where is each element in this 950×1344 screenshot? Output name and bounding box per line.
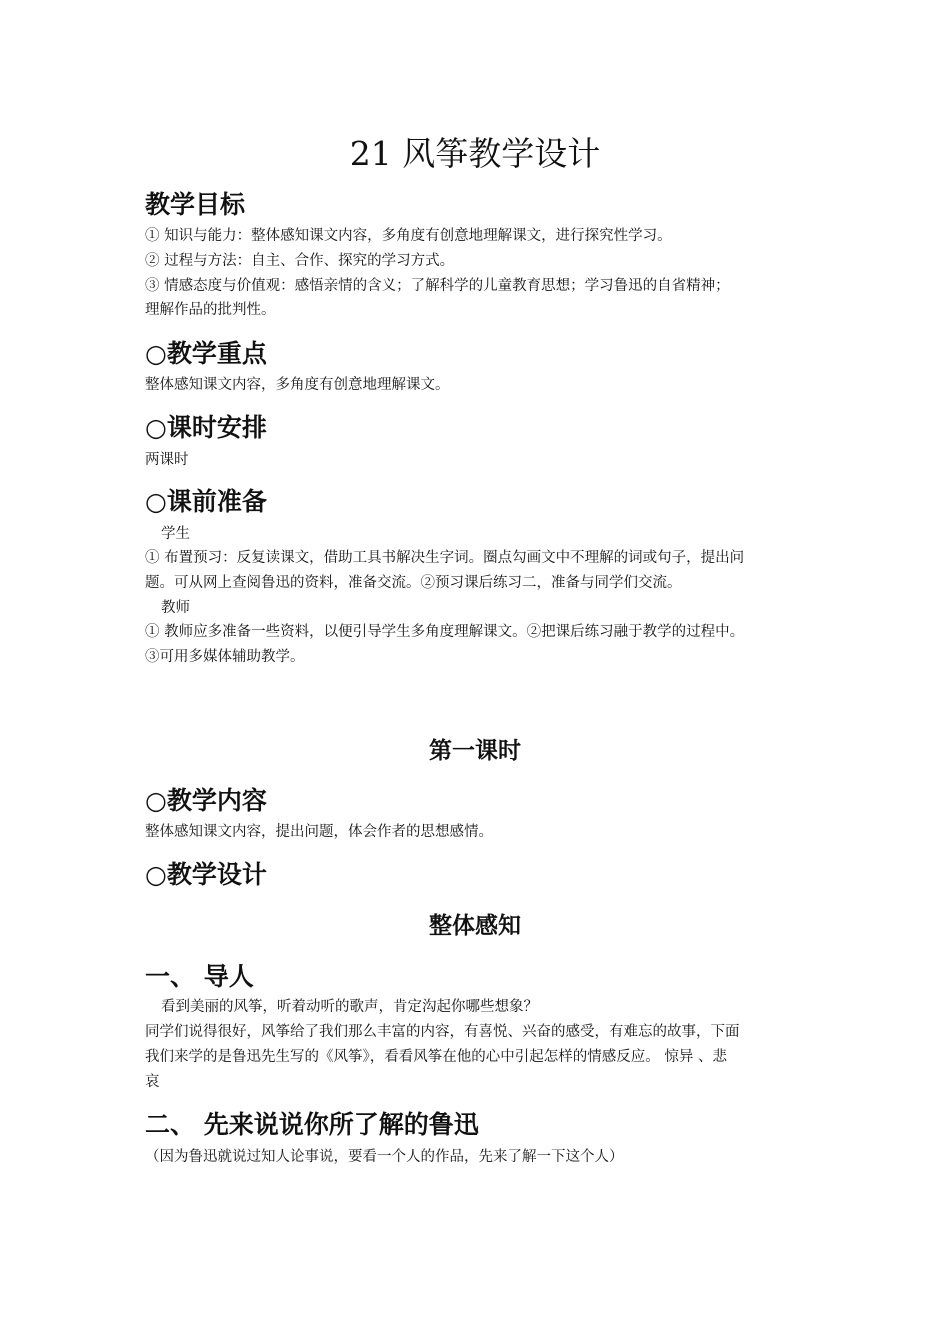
teacher-line: ① 教师应多准备一些资料，以便引导学生多角度理解课文。②把课后练习融于教学的过程中。: [145, 624, 745, 640]
teacher-line: ③可用多媒体辅助教学。: [145, 649, 305, 665]
step2-heading: 二、 先来说说你所了解的鲁迅: [145, 1110, 479, 1139]
lesson-title: 第一课时: [429, 737, 521, 764]
key-points-heading: ○教学重点: [145, 339, 267, 368]
key-points-text: 整体感知课文内容，多角度有创意地理解课文。: [145, 377, 450, 393]
objective-item: ① 知识与能力：整体感知课文内容，多角度有创意地理解课文，进行探究性学习。: [145, 228, 672, 244]
student-line: 题。可从网上查阅鲁迅的资料，准备交流。②预习课后练习二，准备与同学们交流。: [145, 575, 682, 591]
step1-line: 我们来学的是鲁迅先生写的《风筝》，看看风筝在他的心中引起怎样的情感反应。 惊异 、悲: [145, 1049, 727, 1065]
schedule-heading: ○课时安排: [145, 413, 267, 442]
objective-item: ② 过程与方法：自主、合作、探究的学习方式。: [145, 253, 455, 269]
document-title: 21 风筝教学设计: [349, 134, 601, 173]
teacher-label: 教师: [161, 600, 190, 616]
section-title: 整体感知: [429, 912, 521, 939]
step1-line: 同学们说得很好，风筝给了我们那么丰富的内容，有喜悦、兴奋的感受，有难忘的故事，下面: [145, 1024, 740, 1040]
objective-item: ③ 情感态度与价值观：感悟亲情的含义；了解科学的儿童教育思想；学习鲁迅的自省精神；: [145, 278, 730, 294]
step1-heading: 一、 导人: [145, 962, 254, 991]
preparation-heading: ○课前准备: [145, 487, 267, 516]
step1-line: 哀: [145, 1074, 160, 1090]
step1-line: 看到美丽的风筝，听着动听的歌声，肯定沟起你哪些想象？: [161, 999, 538, 1015]
schedule-text: 两课时: [145, 452, 189, 468]
content-heading: ○教学内容: [145, 786, 267, 815]
objective-item: 理解作品的批判性。: [145, 302, 276, 318]
design-heading: ○教学设计: [145, 860, 267, 889]
content-text: 整体感知课文内容，提出问题，体会作者的思想感情。: [145, 824, 493, 840]
objectives-heading: 教学目标: [145, 190, 246, 219]
student-line: ① 布置预习：反复读课文，借助工具书解决生字词。圈点勾画文中不理解的词或句子，提出问: [145, 550, 745, 566]
student-label: 学生: [161, 526, 190, 542]
step2-text: （因为鲁迅就说过知人论事说，要看一个人的作品，先来了解一下这个人）: [145, 1149, 624, 1165]
